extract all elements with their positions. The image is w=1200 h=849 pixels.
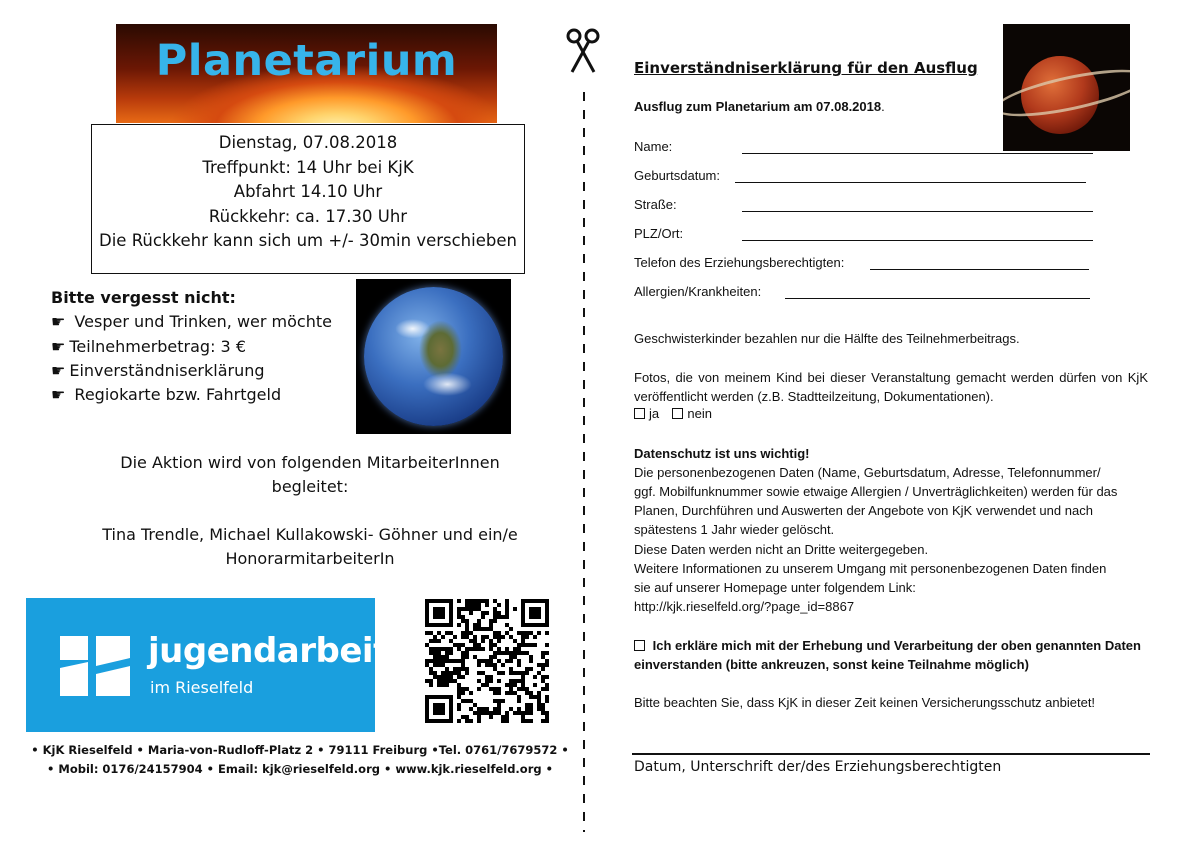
- photo-yes-checkbox[interactable]: [634, 408, 645, 419]
- logo-wordmark: jugendarbeit: [148, 631, 389, 671]
- cut-line: [583, 92, 585, 832]
- logo-subtitle: im Rieselfeld: [150, 678, 254, 697]
- photo-no-checkbox[interactable]: [672, 408, 683, 419]
- planetarium-banner: [116, 24, 497, 123]
- footer-address: • KjK Rieselfeld • Maria-von-Rudloff-Platz 2 • 79111 Freiburg •Tel. 0761/7679572 •: [31, 743, 569, 757]
- staff-names: Tina Trendle, Michael Kullakowski- Göhner und ein/e HonorarmitarbeiterIn: [102, 525, 518, 568]
- privacy-text: Die personenbezogenen Daten (Name, Geburtsdatum, Adresse, Telefonnummer/ ggf. Mobilfunknummer sowie etwaige Allergien / Unverträglichkeiten) werden für das Planen, Durchführen und Auswerten der Angebote von KjK verwendet und nach spätestens 1 Jahr wieder gelöscht.: [634, 465, 1118, 537]
- photo-consent-options: ja nein: [634, 406, 712, 421]
- reminder-title: Bitte vergesst nicht:: [51, 288, 236, 307]
- birthdate-line[interactable]: [735, 169, 1086, 183]
- name-line[interactable]: [742, 140, 1093, 154]
- privacy-more-info: Weitere Informationen zu unserem Umgang mit personenbezogenen Daten finden sie auf unserer Homepage unter folgendem Link:: [634, 561, 1107, 595]
- info-departure: Abfahrt 14.10 Uhr: [233, 182, 383, 201]
- scissors-icon: [566, 28, 600, 74]
- field-allergies: Allergien/Krankheiten:: [634, 284, 762, 299]
- earth-image: [356, 279, 511, 434]
- field-street: Straße:: [634, 197, 677, 212]
- qr-code: [425, 599, 549, 723]
- info-return-note: Die Rückkehr kann sich um +/- 30min verschieben: [99, 231, 517, 250]
- pointing-hand-icon: ☛: [51, 312, 66, 331]
- info-date: Dienstag, 07.08.2018: [218, 133, 398, 152]
- data-consent: Ich erkläre mich mit der Erhebung und Verarbeitung der oben genannten Daten einverstanden (bitte ankreuzen, sonst keine Teilnahme möglich): [634, 638, 1141, 672]
- field-birthdate: Geburtsdatum:: [634, 168, 720, 183]
- info-meeting-point: Treffpunkt: 14 Uhr bei KjK: [202, 157, 414, 177]
- privacy-link[interactable]: http://kjk.rieselfeld.org/?page_id=8867: [634, 599, 855, 614]
- reminder-item: ☛ Einverständniserklärung: [51, 361, 265, 380]
- reminder-item: ☛ Teilnehmerbetrag: 3 €: [51, 337, 246, 356]
- field-guardian-phone: Telefon des Erziehungsberechtigten:: [634, 255, 845, 270]
- insurance-note: Bitte beachten Sie, dass KjK in dieser Zeit keinen Versicherungsschutz anbietet!: [634, 695, 1096, 710]
- banner-title: Planetarium: [155, 36, 458, 86]
- street-line[interactable]: [742, 198, 1093, 212]
- privacy-title: Datenschutz ist uns wichtig!: [634, 446, 810, 461]
- planet-image: [1003, 24, 1130, 151]
- zip-city-line[interactable]: [742, 227, 1093, 241]
- pointing-hand-icon: ☛: [51, 361, 66, 380]
- logo-mark-icon: [52, 632, 138, 700]
- photo-consent-text: Fotos, die von meinem Kind bei dieser Veranstaltung gemacht werden dürfen von KjK veröffentlicht werden (z.B. Stadtteilzeitung, Dokumentationen).: [634, 370, 1148, 404]
- pointing-hand-icon: ☛: [51, 385, 66, 404]
- form-subtitle: Ausflug zum Planetarium am 07.08.2018.: [634, 99, 885, 114]
- siblings-note: Geschwisterkinder bezahlen nur die Hälfte des Teilnehmerbeitrags.: [634, 331, 1020, 346]
- reminder-item: ☛ Vesper und Trinken, wer möchte: [51, 312, 332, 331]
- field-name: Name:: [634, 139, 673, 154]
- guardian-phone-line[interactable]: [870, 256, 1089, 270]
- footer-contact: • Mobil: 0176/24157904 • Email: kjk@rieselfeld.org • www.kjk.rieselfeld.org •: [47, 762, 553, 776]
- reminder-item: ☛ Regiokarte bzw. Fahrtgeld: [51, 385, 282, 404]
- pointing-hand-icon: ☛: [51, 337, 66, 356]
- jugendarbeit-logo: [26, 598, 389, 732]
- allergies-line[interactable]: [785, 285, 1090, 299]
- info-return: Rückkehr: ca. 17.30 Uhr: [208, 206, 408, 226]
- field-zip-city: PLZ/Ort:: [634, 226, 684, 241]
- privacy-third-party: Diese Daten werden nicht an Dritte weitergegeben.: [634, 542, 929, 557]
- signature-line[interactable]: [632, 753, 1150, 755]
- event-info-box: [91, 124, 525, 274]
- staff-intro: Die Aktion wird von folgenden MitarbeiterInnen begleitet:: [120, 453, 500, 496]
- data-consent-checkbox[interactable]: [634, 640, 645, 651]
- form-title: Einverständniserklärung für den Ausflug: [634, 59, 978, 77]
- signature-caption: Datum, Unterschrift der/des Erziehungsberechtigten: [634, 759, 1002, 775]
